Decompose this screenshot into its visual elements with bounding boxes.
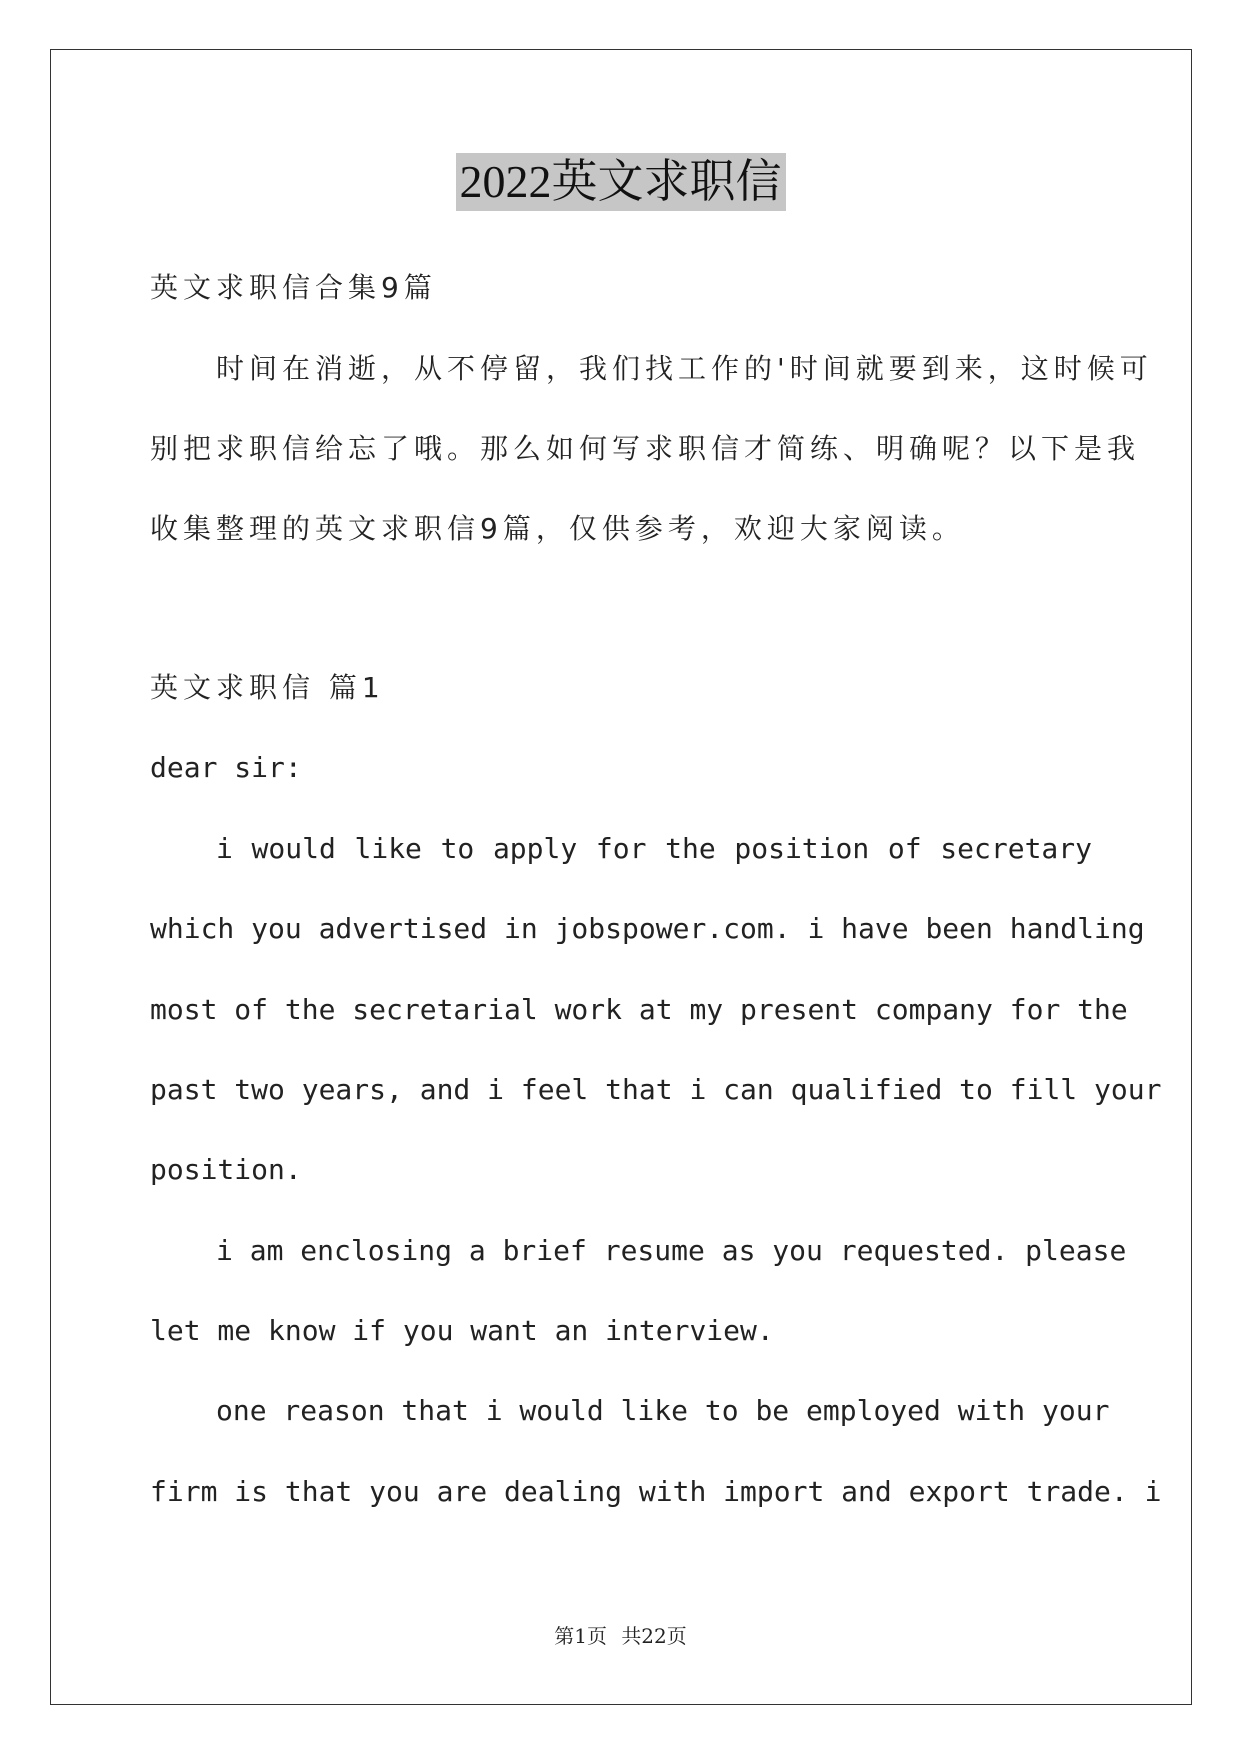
- intro-line-3: 收集整理的英文求职信9篇，仅供参考，欢迎大家阅读。: [150, 512, 965, 545]
- paragraph3-line-1: one reason that i would like to be employed with your: [216, 1394, 1110, 1427]
- page-footer: [0, 1620, 1241, 1649]
- section-heading: 英文求职信 篇1: [150, 671, 385, 704]
- salutation: dear sir:: [150, 751, 302, 784]
- paragraph1-line-1: i would like to apply for the position of secretary: [216, 832, 1092, 865]
- page-total: 共22页: [621, 1624, 687, 1648]
- paragraph1-line-4: past two years, and i feel that i can qualified to fill your: [150, 1073, 1162, 1106]
- page-number: 第1页: [554, 1624, 607, 1648]
- paragraph1-line-2: which you advertised in jobspower.com. i have been handling: [150, 912, 1145, 945]
- document-subtitle: 英文求职信合集9篇: [150, 271, 437, 304]
- intro-line-1: 时间在消逝，从不停留，我们找工作的'时间就要到来，这时候可: [216, 352, 1153, 385]
- document-title: 2022英文求职信: [456, 153, 786, 211]
- paragraph1-line-5: position.: [150, 1153, 302, 1186]
- paragraph2-line-1: i am enclosing a brief resume as you requested. please: [216, 1234, 1127, 1267]
- paragraph3-line-2: firm is that you are dealing with import and export trade. i: [150, 1475, 1162, 1508]
- intro-line-2: 别把求职信给忘了哦。那么如何写求职信才简练、明确呢？以下是我: [150, 432, 1141, 465]
- title-block: [0, 153, 1241, 211]
- paragraph1-line-3: most of the secretarial work at my present company for the: [150, 993, 1128, 1026]
- paragraph2-line-2: let me know if you want an interview.: [150, 1314, 774, 1347]
